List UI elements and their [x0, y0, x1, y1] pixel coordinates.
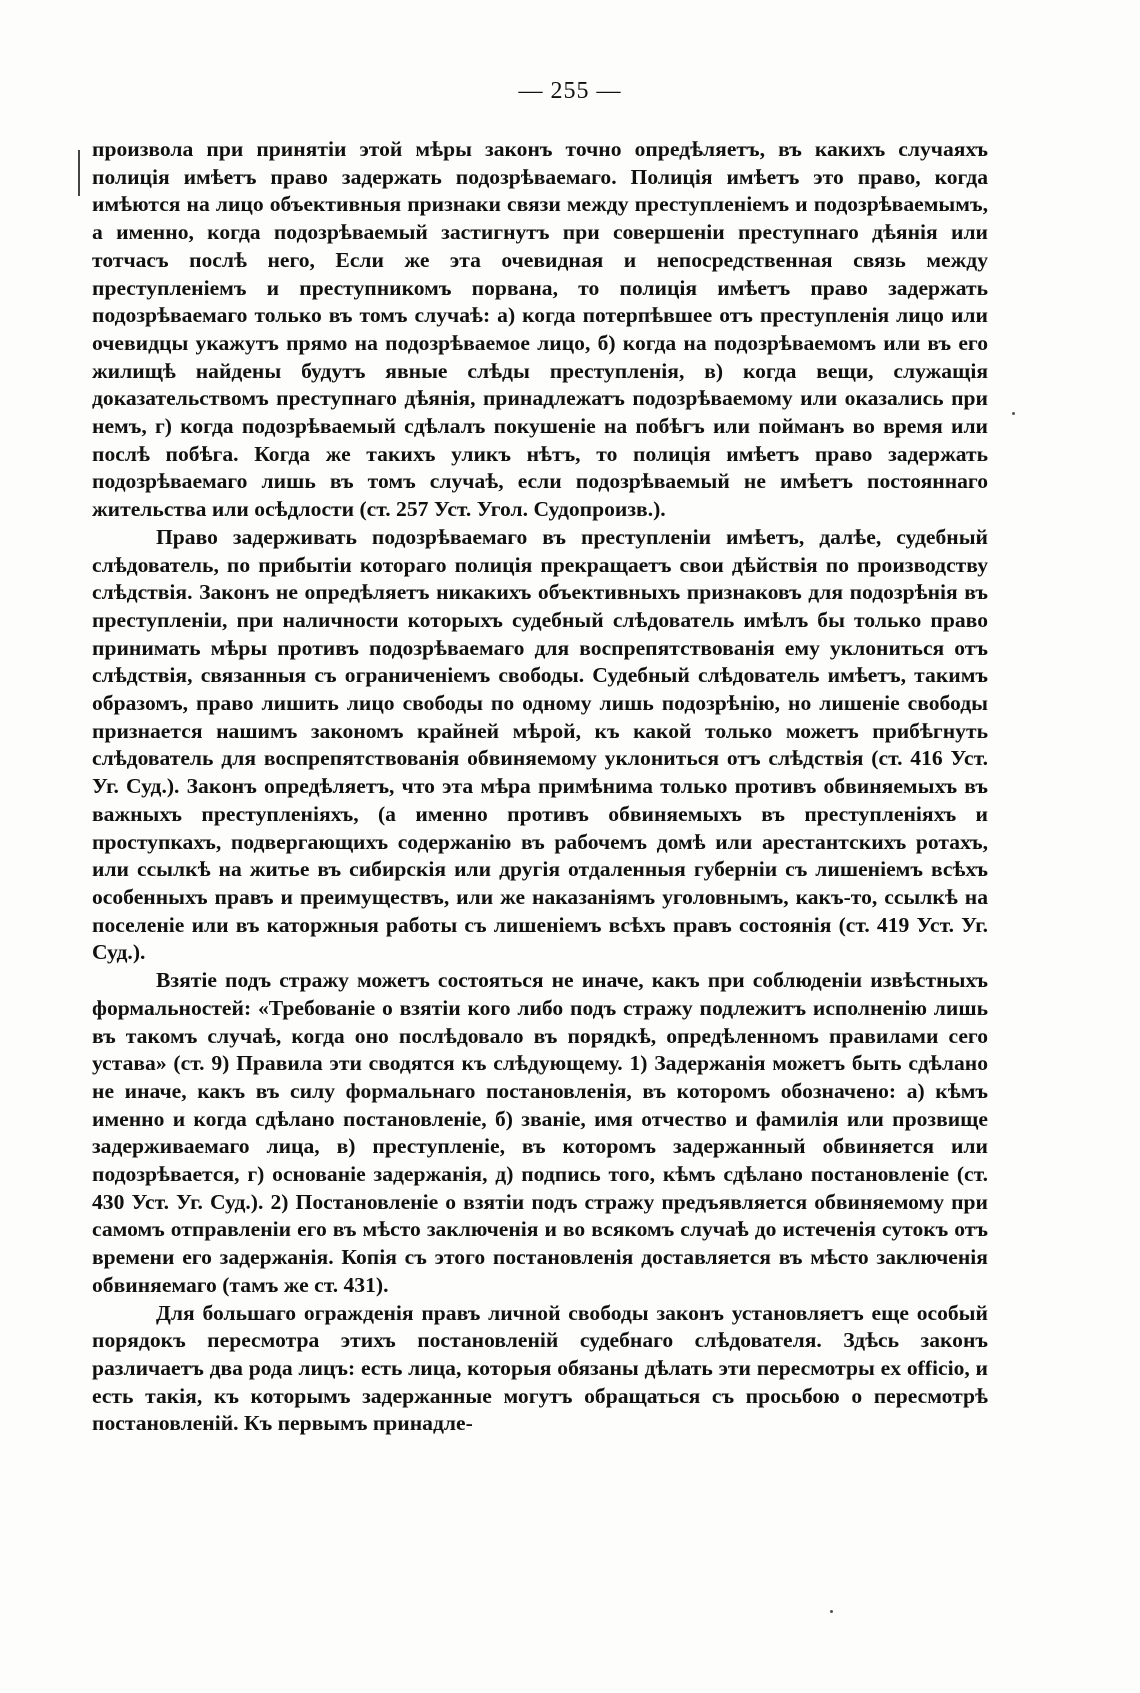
- page-number: — 255 —: [518, 78, 622, 104]
- paragraph-3: Взятіе подъ стражу можетъ состояться не иначе, какъ при соблюденіи извѣстныхъ формальностей: «Требованіе о взятіи кого либо подъ стражу подлежитъ исполненію лишь въ такомъ случаѣ, когда оно послѣдовало въ порядкѣ, опредѣленномъ правилами сего устава» (ст. 9) Правила эти сводятся къ слѣдующему. 1) Задержанія можетъ быть сдѣлано не иначе, какъ въ силу формальнаго постановленія, въ которомъ обозначено: а) кѣмъ именно и когда сдѣлано постановленіе, б) званіе, имя отчество и фамилія или прозвище задерживаемаго лица, в) преступленіе, въ которомъ задержанный обвиняется или подозрѣвается, г) основаніе задержанія, д) подпись того, кѣмъ сдѣлано постановленіе (ст. 430 Уст. Уг. Суд.). 2) Постановленіе о взятіи подъ стражу предъявляется обвиняемому при самомъ отправленіи его въ мѣсто заключенія и во всякомъ случаѣ до истеченія сутокъ отъ времени его задержанія. Копія съ этого постановленія доставляется въ мѣсто заключенія обвиняемаго (тамъ же ст. 431).: [92, 968, 988, 1297]
- print-speck: [1012, 412, 1015, 415]
- paragraph-1: произвола при принятіи этой мѣры законъ точно опредѣляетъ, въ какихъ случаяхъ полиція имѣетъ право задержать подозрѣваемаго. Полиція имѣетъ это право, когда имѣются на лицо объективныя признаки связи между преступленіемъ и подозрѣваемымъ, а именно, когда подозрѣваемый застигнутъ при совершеніи преступнаго дѣянія или тотчасъ послѣ него, Если же эта очевидная и непосредственная связь между преступленіемъ и преступникомъ порвана, то полиція имѣетъ право задержать подозрѣваемаго только въ томъ случаѣ: а) когда потерпѣвшее отъ преступленія лицо или очевидцы укажутъ прямо на подозрѣваемое лицо, б) когда на подозрѣваемомъ или въ его жилищѣ найдены будутъ явные слѣды преступленія, в) когда вещи, служащія доказательствомъ преступнаго дѣянія, принадлежатъ подозрѣваемому или оказались при немъ, г) когда подозрѣваемый сдѣлалъ покушеніе на побѣгъ или пойманъ во время или послѣ побѣга. Когда же такихъ уликъ нѣтъ, то полиція имѣетъ право задержать подозрѣваемаго лишь въ томъ случаѣ, если подозрѣваемый не имѣетъ постояннаго жительства или осѣдлости (ст. 257 Уст. Угол. Судопроизв.).: [92, 137, 988, 522]
- margin-mark: [78, 150, 80, 196]
- print-speck: [830, 1610, 833, 1613]
- paragraph-4: Для большаго огражденія правъ личной свободы законъ установляетъ еще особый порядокъ пересмотра этихъ постановленій судебнаго слѣдователя. Здѣсь законъ различаетъ два рода лицъ: есть лица, которыя обязаны дѣлать эти пересмотры ex officio, и есть такія, къ которымъ задержанные могутъ обращаться съ просьбою о пересмотрѣ постановленій. Къ первымъ принадле-: [92, 1300, 988, 1436]
- paragraph-2: Право задерживать подозрѣваемаго въ преступленіи имѣетъ, далѣе, судебный слѣдователь, по прибытіи котораго полиція прекращаетъ свои дѣйствія по производству слѣдствія. Законъ не опредѣляетъ никакихъ объективныхъ признаковъ для подозрѣнія въ преступленіи, при наличности которыхъ судебный слѣдователь имѣлъ бы только право принимать мѣры противъ подозрѣваемаго для воспрепятствованія ему уклониться отъ слѣдствія, связанныя съ ограниченіемъ свободы. Судебный слѣдователь имѣетъ, такимъ образомъ, право лишить лицо свободы по одному лишь подозрѣнію, но лишеніе свободы признается нашимъ закономъ крайней мѣрой, къ какой только можетъ прибѣгнуть слѣдователь для воспрепятствованія обвиняемому уклониться отъ слѣдствія (ст. 416 Уст. Уг. Суд.). Законъ опредѣляетъ, что эта мѣра примѣнима только противъ обвиняемыхъ въ важныхъ преступленіяхъ, (а именно противъ обвиняемыхъ въ преступленіяхъ и проступкахъ, подвергающихъ содержанію въ рабочемъ домѣ или арестантскихъ ротахъ, или ссылкѣ на житье въ сибирскія или другія отдаленныя губерніи съ лишеніемъ всѣхъ особенныхъ правъ и преимуществъ, или же наказаніямъ уголовнымъ, какъ-то, ссылкѣ на поселеніе или въ каторжныя работы съ лишеніемъ всѣхъ правъ состоянія (ст. 419 Уст. Уг. Суд.).: [92, 524, 988, 965]
- body-text: [92, 136, 988, 1438]
